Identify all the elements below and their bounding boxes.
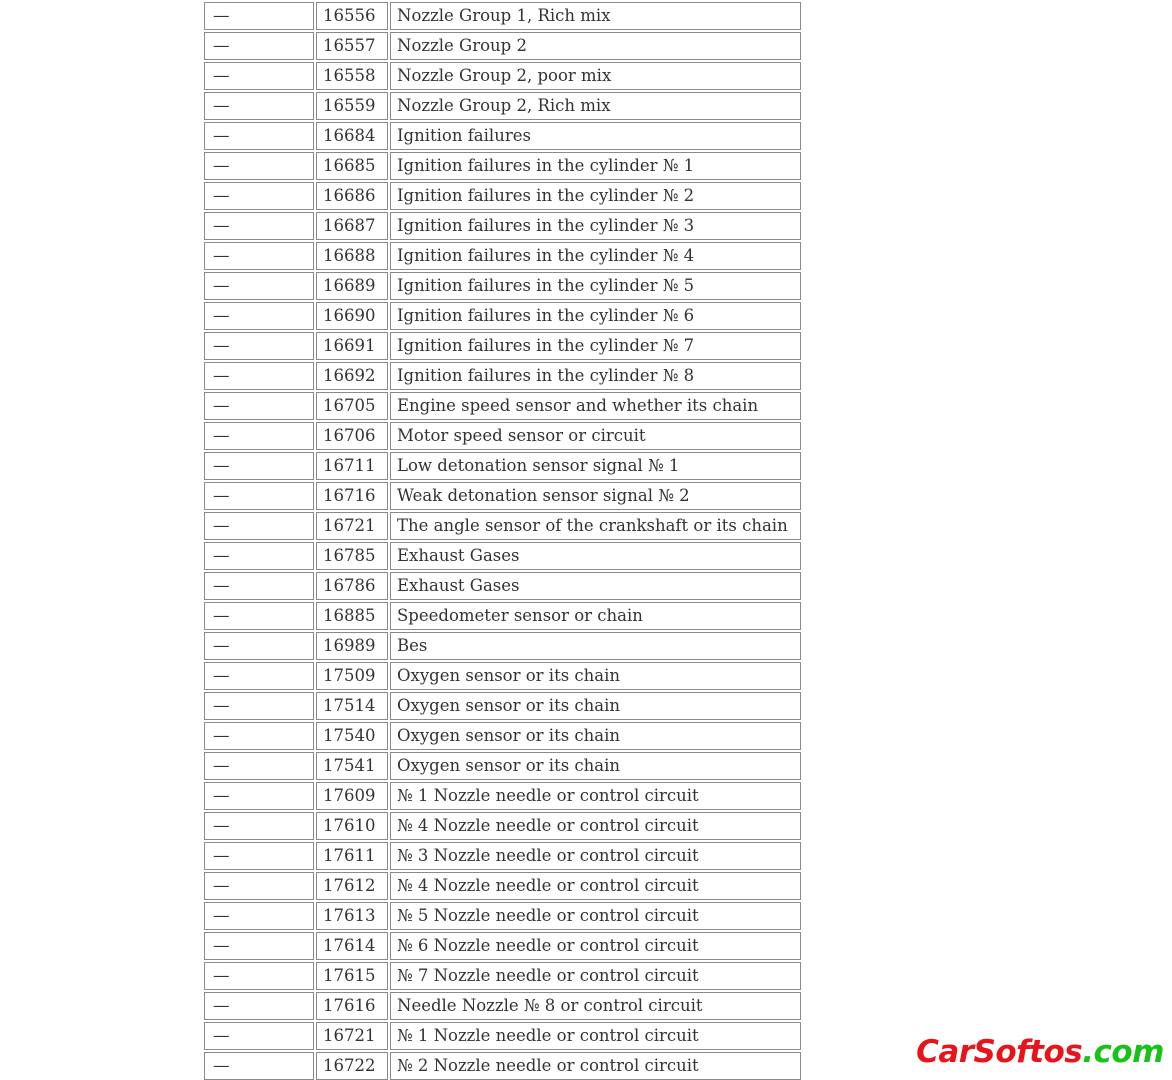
table-row	[204, 902, 801, 930]
table-row	[204, 152, 801, 180]
code-cell: 17610	[316, 812, 388, 840]
dash-cell: —	[204, 1022, 314, 1050]
table-row	[204, 422, 801, 450]
description-cell: № 2 Nozzle needle or control circuit	[390, 1052, 801, 1080]
description-cell: Nozzle Group 1, Rich mix	[390, 2, 801, 30]
code-cell: 17540	[316, 722, 388, 750]
dash-cell: —	[204, 512, 314, 540]
dash-cell: —	[204, 242, 314, 270]
dash-cell: —	[204, 392, 314, 420]
dash-cell: —	[204, 422, 314, 450]
description-cell: Ignition failures in the cylinder № 3	[390, 212, 801, 240]
dash-cell: —	[204, 332, 314, 360]
description-cell: Exhaust Gases	[390, 572, 801, 600]
code-cell: 16716	[316, 482, 388, 510]
description-cell: № 3 Nozzle needle or control circuit	[390, 842, 801, 870]
code-cell: 16691	[316, 332, 388, 360]
code-cell: 16688	[316, 242, 388, 270]
description-cell: Oxygen sensor or its chain	[390, 722, 801, 750]
code-cell: 16722	[316, 1052, 388, 1080]
code-cell: 16721	[316, 1022, 388, 1050]
table-row	[204, 572, 801, 600]
code-cell: 17613	[316, 902, 388, 930]
description-cell: Ignition failures in the cylinder № 7	[390, 332, 801, 360]
table-row	[204, 362, 801, 390]
code-cell: 16686	[316, 182, 388, 210]
code-cell: 16687	[316, 212, 388, 240]
dash-cell: —	[204, 482, 314, 510]
carsoftos-watermark	[916, 1034, 1164, 1070]
code-cell: 16689	[316, 272, 388, 300]
description-cell: Nozzle Group 2, poor mix	[390, 62, 801, 90]
description-cell: № 6 Nozzle needle or control circuit	[390, 932, 801, 960]
table-row	[204, 782, 801, 810]
dash-cell: —	[204, 92, 314, 120]
table-row	[204, 62, 801, 90]
watermark-domain: .com	[1082, 1034, 1164, 1070]
code-cell: 16559	[316, 92, 388, 120]
code-cell: 16721	[316, 512, 388, 540]
table-row	[204, 482, 801, 510]
description-cell: Nozzle Group 2	[390, 32, 801, 60]
description-cell: Motor speed sensor or circuit	[390, 422, 801, 450]
description-cell: № 1 Nozzle needle or control circuit	[390, 1022, 801, 1050]
table-row	[204, 1052, 801, 1080]
dash-cell: —	[204, 2, 314, 30]
description-cell: Nozzle Group 2, Rich mix	[390, 92, 801, 120]
code-cell: 16989	[316, 632, 388, 660]
code-cell: 17609	[316, 782, 388, 810]
dash-cell: —	[204, 32, 314, 60]
description-cell: The angle sensor of the crankshaft or its chain	[390, 512, 801, 540]
code-cell: 17614	[316, 932, 388, 960]
dash-cell: —	[204, 182, 314, 210]
dash-cell: —	[204, 782, 314, 810]
table-row	[204, 932, 801, 960]
description-cell: Bes	[390, 632, 801, 660]
dash-cell: —	[204, 212, 314, 240]
dash-cell: —	[204, 62, 314, 90]
table-row	[204, 2, 801, 30]
dash-cell: —	[204, 122, 314, 150]
description-cell: Oxygen sensor or its chain	[390, 692, 801, 720]
watermark-brand: CarSoftos	[916, 1034, 1083, 1070]
code-cell: 16556	[316, 2, 388, 30]
description-cell: Ignition failures in the cylinder № 8	[390, 362, 801, 390]
description-cell: № 1 Nozzle needle or control circuit	[390, 782, 801, 810]
code-cell: 16684	[316, 122, 388, 150]
dash-cell: —	[204, 662, 314, 690]
description-cell: № 4 Nozzle needle or control circuit	[390, 872, 801, 900]
dash-cell: —	[204, 452, 314, 480]
table-row	[204, 692, 801, 720]
table-row	[204, 332, 801, 360]
table-row	[204, 962, 801, 990]
error-codes-table-body	[204, 2, 801, 1080]
dash-cell: —	[204, 752, 314, 780]
code-cell: 17616	[316, 992, 388, 1020]
table-row	[204, 242, 801, 270]
table-row	[204, 512, 801, 540]
table-row	[204, 92, 801, 120]
error-codes-table	[202, 0, 803, 1080]
table-row	[204, 602, 801, 630]
description-cell: Ignition failures	[390, 122, 801, 150]
description-cell: Oxygen sensor or its chain	[390, 662, 801, 690]
dash-cell: —	[204, 902, 314, 930]
table-row	[204, 212, 801, 240]
code-cell: 17509	[316, 662, 388, 690]
description-cell: Oxygen sensor or its chain	[390, 752, 801, 780]
table-row	[204, 632, 801, 660]
description-cell: Ignition failures in the cylinder № 1	[390, 152, 801, 180]
description-cell: № 7 Nozzle needle or control circuit	[390, 962, 801, 990]
code-cell: 16692	[316, 362, 388, 390]
code-cell: 16690	[316, 302, 388, 330]
code-cell: 16711	[316, 452, 388, 480]
dash-cell: —	[204, 362, 314, 390]
table-row	[204, 272, 801, 300]
code-cell: 16785	[316, 542, 388, 570]
table-row	[204, 302, 801, 330]
code-cell: 17615	[316, 962, 388, 990]
table-row	[204, 752, 801, 780]
code-cell: 17611	[316, 842, 388, 870]
table-row	[204, 722, 801, 750]
code-cell: 17514	[316, 692, 388, 720]
dash-cell: —	[204, 152, 314, 180]
dash-cell: —	[204, 272, 314, 300]
dash-cell: —	[204, 872, 314, 900]
dash-cell: —	[204, 302, 314, 330]
dash-cell: —	[204, 842, 314, 870]
dash-cell: —	[204, 692, 314, 720]
code-cell: 16558	[316, 62, 388, 90]
table-row	[204, 452, 801, 480]
table-row	[204, 842, 801, 870]
code-cell: 16685	[316, 152, 388, 180]
dash-cell: —	[204, 812, 314, 840]
code-cell: 16786	[316, 572, 388, 600]
description-cell: Speedometer sensor or chain	[390, 602, 801, 630]
description-cell: Ignition failures in the cylinder № 2	[390, 182, 801, 210]
description-cell: Low detonation sensor signal № 1	[390, 452, 801, 480]
code-cell: 16885	[316, 602, 388, 630]
table-row	[204, 182, 801, 210]
dash-cell: —	[204, 602, 314, 630]
code-cell: 17541	[316, 752, 388, 780]
description-cell: Engine speed sensor and whether its chain	[390, 392, 801, 420]
description-cell: Exhaust Gases	[390, 542, 801, 570]
table-row	[204, 1022, 801, 1050]
table-row	[204, 392, 801, 420]
dash-cell: —	[204, 962, 314, 990]
dash-cell: —	[204, 992, 314, 1020]
table-row	[204, 992, 801, 1020]
table-row	[204, 122, 801, 150]
table-row	[204, 812, 801, 840]
dash-cell: —	[204, 572, 314, 600]
dash-cell: —	[204, 932, 314, 960]
description-cell: Weak detonation sensor signal № 2	[390, 482, 801, 510]
code-cell: 16705	[316, 392, 388, 420]
description-cell: Ignition failures in the cylinder № 6	[390, 302, 801, 330]
code-cell: 16706	[316, 422, 388, 450]
table-row	[204, 542, 801, 570]
description-cell: № 4 Nozzle needle or control circuit	[390, 812, 801, 840]
dash-cell: —	[204, 632, 314, 660]
description-cell: № 5 Nozzle needle or control circuit	[390, 902, 801, 930]
table-row	[204, 872, 801, 900]
description-cell: Needle Nozzle № 8 or control circuit	[390, 992, 801, 1020]
dash-cell: —	[204, 542, 314, 570]
dash-cell: —	[204, 1052, 314, 1080]
table-row	[204, 662, 801, 690]
description-cell: Ignition failures in the cylinder № 4	[390, 242, 801, 270]
code-cell: 17612	[316, 872, 388, 900]
table-row	[204, 32, 801, 60]
code-cell: 16557	[316, 32, 388, 60]
description-cell: Ignition failures in the cylinder № 5	[390, 272, 801, 300]
dash-cell: —	[204, 722, 314, 750]
